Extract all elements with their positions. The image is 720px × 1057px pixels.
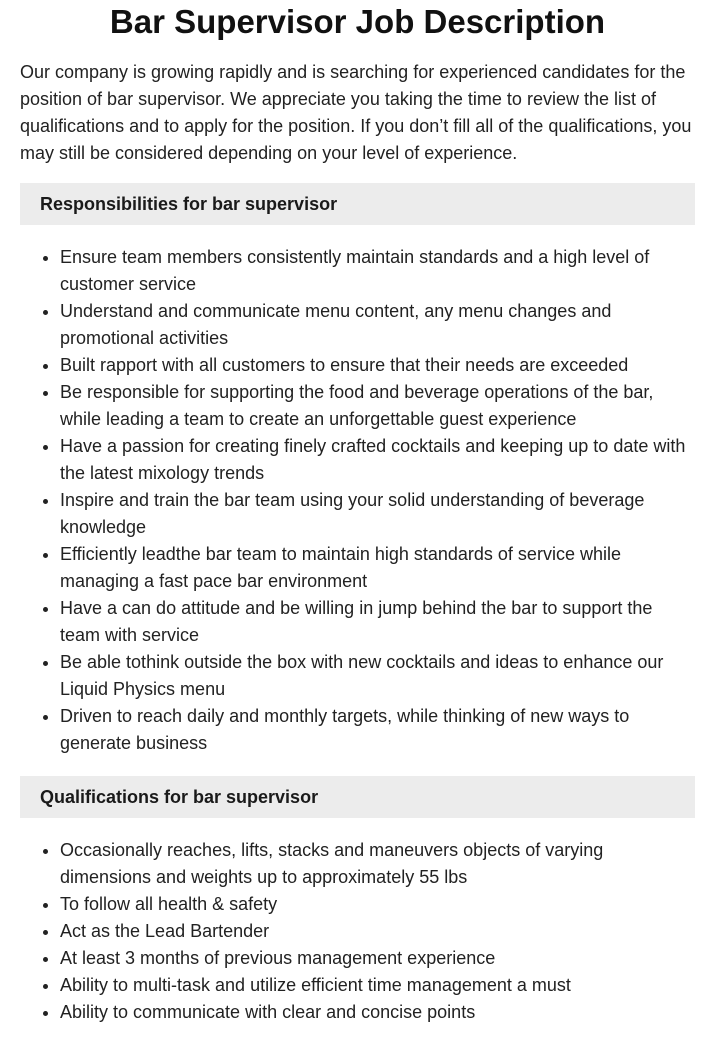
list-item: • Act as the Lead Bartender <box>60 918 690 945</box>
list-item: • Inspire and train the bar team using your solid understanding of beverage knowledge <box>60 487 690 541</box>
responsibilities-heading: Responsibilities for bar supervisor <box>20 183 695 225</box>
list-item: • At least 3 months of previous management experience <box>60 945 690 972</box>
list-item: • Ability to multi-task and utilize efficient time management a must <box>60 972 690 999</box>
list-item: • Efficiently leadthe bar team to maintain high standards of service while managing a fast pace bar environment <box>60 541 690 595</box>
list-item: • Occasionally reaches, lifts, stacks and maneuvers objects of varying dimensions and weights up to approximately 55 lbs <box>60 837 690 891</box>
list-item: • Understand and communicate menu content, any menu changes and promotional activities <box>60 298 690 352</box>
list-item: • Have a can do attitude and be willing in jump behind the bar to support the team with service <box>60 595 690 649</box>
list-item: • Be responsible for supporting the food and beverage operations of the bar, while leading a team to create an unforgettable guest experience <box>60 379 690 433</box>
qualifications-heading: Qualifications for bar supervisor <box>20 776 695 818</box>
list-item: • Driven to reach daily and monthly targets, while thinking of new ways to generate business <box>60 703 690 757</box>
list-item: • Ability to communicate with clear and concise points <box>60 999 690 1026</box>
list-item: • Be able tothink outside the box with new cocktails and ideas to enhance our Liquid Physics menu <box>60 649 690 703</box>
list-item: • To follow all health & safety <box>60 891 690 918</box>
page-title: Bar Supervisor Job Description <box>109 3 606 40</box>
list-item: • Ensure team members consistently maintain standards and a high level of customer service <box>60 244 690 298</box>
list-item: • Built rapport with all customers to ensure that their needs are exceeded <box>60 352 690 379</box>
intro-paragraph: Our company is growing rapidly and is searching for experienced candidates for the position of bar supervisor. We appreciate you taking the time to review the list of qualifications and to apply for the position. If you don’t fill all of the qualifications, you may still be considered depending on your level of experience. <box>20 62 692 163</box>
qualifications-list <box>20 837 690 1026</box>
responsibilities-list <box>20 244 690 757</box>
list-item: • Have a passion for creating finely crafted cocktails and keeping up to date with the latest mixology trends <box>60 433 690 487</box>
